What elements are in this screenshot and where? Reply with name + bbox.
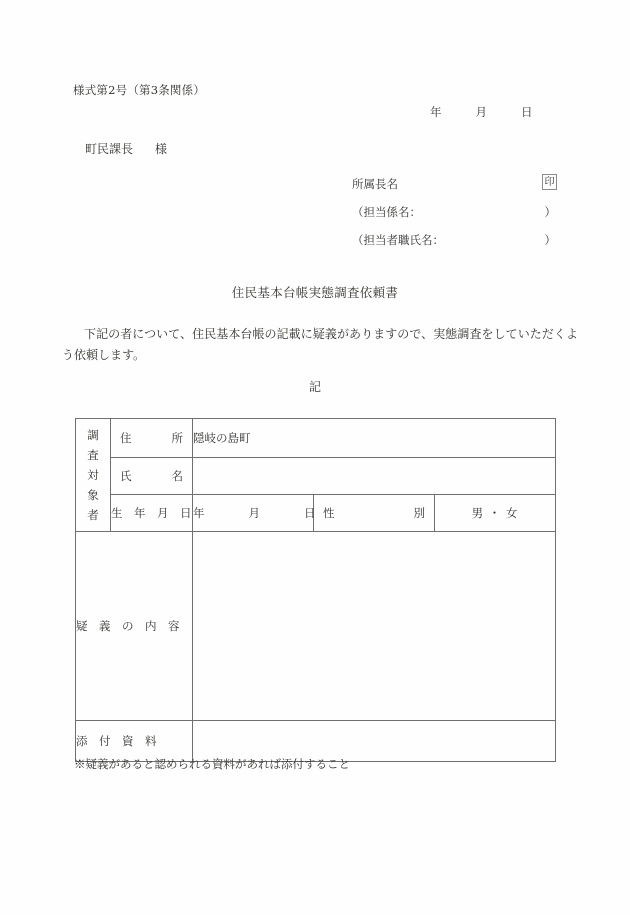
date-line: [430, 104, 533, 120]
address-label-a: 住: [120, 431, 132, 445]
birth-month-label: 月: [248, 506, 260, 520]
sender-section-close: ）: [544, 205, 556, 219]
doubt-value-cell[interactable]: [193, 532, 556, 721]
gender-label-cell: [314, 495, 435, 532]
body-paragraph: 下記の者について、住民基本台帳の記載に疑義がありますので、実態調査をしていただくよう依頼します。: [62, 327, 578, 362]
seal-icon: 印: [542, 174, 557, 190]
sender-staff-row: [352, 232, 557, 260]
table-row: [76, 419, 556, 458]
gender-label-b: 別: [413, 506, 425, 520]
sender-section-row: [352, 204, 557, 232]
subject-table: [75, 418, 556, 762]
birth-value-cell[interactable]: [193, 495, 314, 532]
page-title: 住民基本台帳実態調査依頼書: [231, 285, 399, 300]
birth-day-label: 日: [304, 506, 316, 520]
vlabel-char: 対: [87, 468, 99, 482]
address-label-b: 所: [171, 431, 183, 445]
birth-year-label: 年: [193, 506, 205, 520]
attachment-label-cell: 添 付 資 料: [76, 721, 193, 762]
gender-value-cell[interactable]: 男 ・ 女: [435, 495, 556, 532]
form-number: 様式第2号（第3条関係）: [73, 83, 206, 97]
name-label-a: 氏: [120, 469, 132, 483]
table-row: [76, 495, 556, 532]
sender-section-label: （担当係名：: [352, 205, 421, 219]
address-value-cell[interactable]: 隠岐の島町: [193, 419, 556, 458]
subject-vertical-label: [76, 419, 111, 532]
ki-marker: 記: [308, 380, 321, 394]
name-label-cell: [111, 458, 193, 495]
addressee: [85, 140, 167, 157]
date-year-label: 年: [430, 105, 442, 119]
sender-block: [352, 176, 557, 260]
name-value-cell[interactable]: [193, 458, 556, 495]
vlabel-char: 査: [87, 448, 99, 462]
name-label-b: 名: [171, 469, 183, 483]
vlabel-char: 象: [87, 488, 99, 502]
sender-staff-label: （担当者職氏名：: [352, 233, 444, 247]
vlabel-char: 調: [87, 428, 99, 442]
table-row: [76, 532, 556, 721]
date-month-label: 月: [475, 105, 487, 119]
gender-label-a: 性: [323, 506, 335, 520]
footer-note: ※疑義があると認められる資料があれば添付すること: [74, 757, 350, 771]
addressee-recipient: 町民課長: [85, 142, 134, 156]
birth-label-cell: 生 年 月 日: [111, 495, 193, 532]
date-day-label: 日: [521, 105, 533, 119]
address-label-cell: [111, 419, 193, 458]
sender-staff-close: ）: [544, 233, 556, 247]
sender-chief-label: 所属長名: [352, 177, 398, 191]
table-row: [76, 458, 556, 495]
doubt-label-cell: 疑 義 の 内 容: [76, 532, 193, 721]
sender-chief-row: [352, 176, 557, 204]
vlabel-char: 者: [87, 508, 99, 522]
addressee-honorific: 様: [155, 142, 168, 156]
